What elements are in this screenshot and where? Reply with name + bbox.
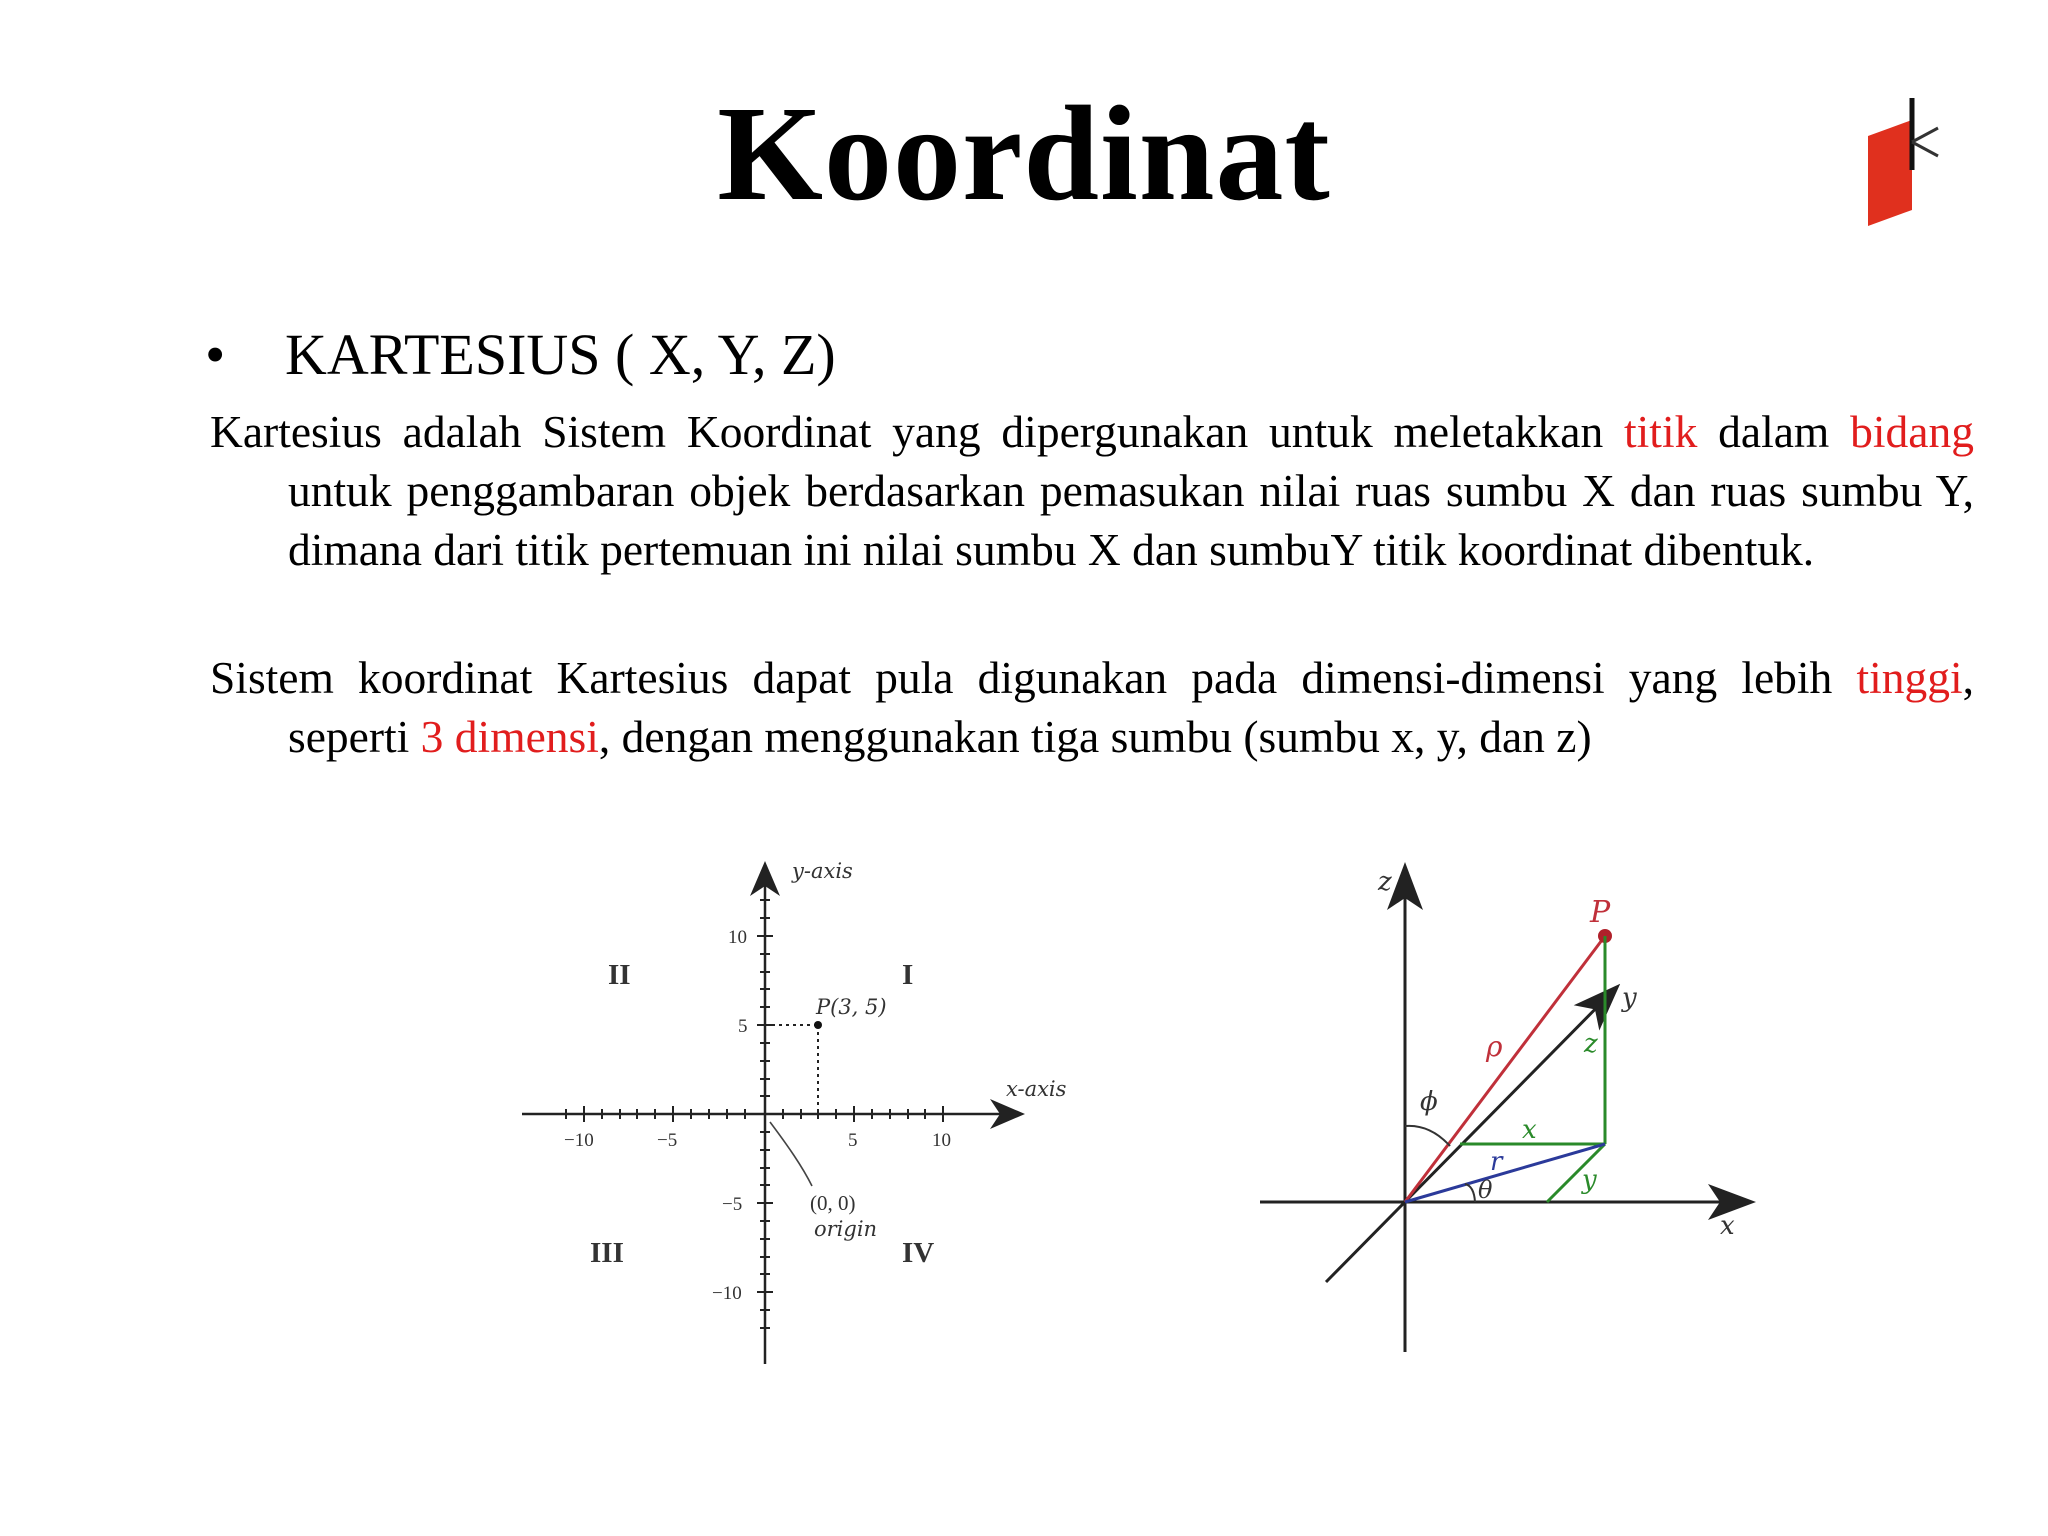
red-flag-logo-icon bbox=[1860, 98, 1950, 228]
quadrant-label-ii: II bbox=[608, 959, 631, 991]
rho-label: ρ bbox=[1486, 1030, 1503, 1063]
theta-label: θ bbox=[1478, 1176, 1493, 1204]
segment-y-label: y bbox=[1582, 1165, 1597, 1195]
x-axis-label-3d: x bbox=[1720, 1211, 1735, 1241]
paragraph1-text-a: Kartesius adalah Sistem Koordinat yang dipergunakan untuk meletakkan bbox=[210, 406, 1625, 457]
x-tick-label: 10 bbox=[932, 1130, 951, 1151]
axis-lines-3d bbox=[1260, 868, 1750, 1352]
x-tick-label: −10 bbox=[564, 1130, 594, 1151]
paragraph-kartesius-definition bbox=[210, 402, 1974, 579]
bullet-text: KARTESIUS ( X, Y, Z) bbox=[285, 322, 836, 387]
paragraph1-highlight-bidang: bidang bbox=[1850, 406, 1974, 457]
paragraph2-text-c: , dengan menggunakan tiga sumbu (sumbu x, y, dan z) bbox=[598, 711, 1592, 762]
quadrant-label-i: I bbox=[902, 959, 914, 991]
cartesian-2d-diagram bbox=[520, 846, 1080, 1366]
y-tick-label: −10 bbox=[712, 1283, 742, 1304]
paragraph1-highlight-titik: titik bbox=[1624, 406, 1698, 457]
quadrant-label-iii: III bbox=[590, 1237, 624, 1269]
y-tick-label: 10 bbox=[728, 927, 747, 948]
paragraph2-highlight-tinggi: tinggi bbox=[1856, 652, 1963, 703]
point-p-marker bbox=[814, 1021, 822, 1029]
paragraph1-text-c: untuk penggambaran objek berdasarkan pemasukan nilai ruas sumbu X dan ruas sumbu Y, dimana dari titik pertemuan ini nilai sumbu X dan sumbuY titik koordinat dibentuk. bbox=[288, 465, 1974, 575]
rho-vector bbox=[1405, 936, 1605, 1202]
origin-label: origin bbox=[814, 1217, 878, 1241]
bullet-marker: • bbox=[205, 322, 226, 387]
paragraph2-text-a: Sistem koordinat Kartesius dapat pula digunakan pada dimensi-dimensi yang lebih bbox=[210, 652, 1857, 703]
y-axis-label-3d: y bbox=[1622, 983, 1637, 1013]
origin-coords-label: (0, 0) bbox=[810, 1191, 856, 1215]
y-axis-label: y-axis bbox=[792, 859, 853, 883]
x-tick-label: 5 bbox=[848, 1130, 858, 1151]
paragraph2-text-b: , seperti bbox=[288, 652, 1974, 762]
quadrant-label-iv: IV bbox=[902, 1237, 935, 1269]
green-projection-lines bbox=[1460, 936, 1605, 1202]
segment-z-label: z bbox=[1584, 1029, 1598, 1059]
segment-x-label: x bbox=[1522, 1115, 1537, 1145]
x-tick-label: −5 bbox=[657, 1130, 678, 1151]
bullet-heading bbox=[205, 320, 836, 390]
x-axis-label: x-axis bbox=[1006, 1077, 1067, 1101]
z-axis-label: z bbox=[1378, 867, 1392, 897]
paragraph2-highlight-3-dimensi: 3 dimensi bbox=[420, 711, 599, 762]
point-p-guides bbox=[765, 1025, 818, 1114]
slide-title-container bbox=[0, 80, 2048, 230]
paragraph-higher-dimensions bbox=[210, 648, 1974, 766]
theta-arc bbox=[1465, 1184, 1475, 1202]
r-label: r bbox=[1490, 1147, 1503, 1177]
point-p-label: P(3, 5) bbox=[816, 995, 887, 1019]
slide-title: Koordinat bbox=[717, 79, 1331, 229]
cartesian-3d-diagram bbox=[1250, 856, 1770, 1356]
origin-pointer bbox=[770, 1122, 812, 1186]
phi-label: ϕ bbox=[1420, 1087, 1438, 1117]
y-tick-label: 5 bbox=[738, 1016, 748, 1037]
y-tick-label: −5 bbox=[722, 1194, 743, 1215]
point-p-label-3d: P bbox=[1590, 895, 1611, 930]
phi-arc bbox=[1405, 1126, 1450, 1146]
paragraph1-text-b: dalam bbox=[1697, 406, 1851, 457]
